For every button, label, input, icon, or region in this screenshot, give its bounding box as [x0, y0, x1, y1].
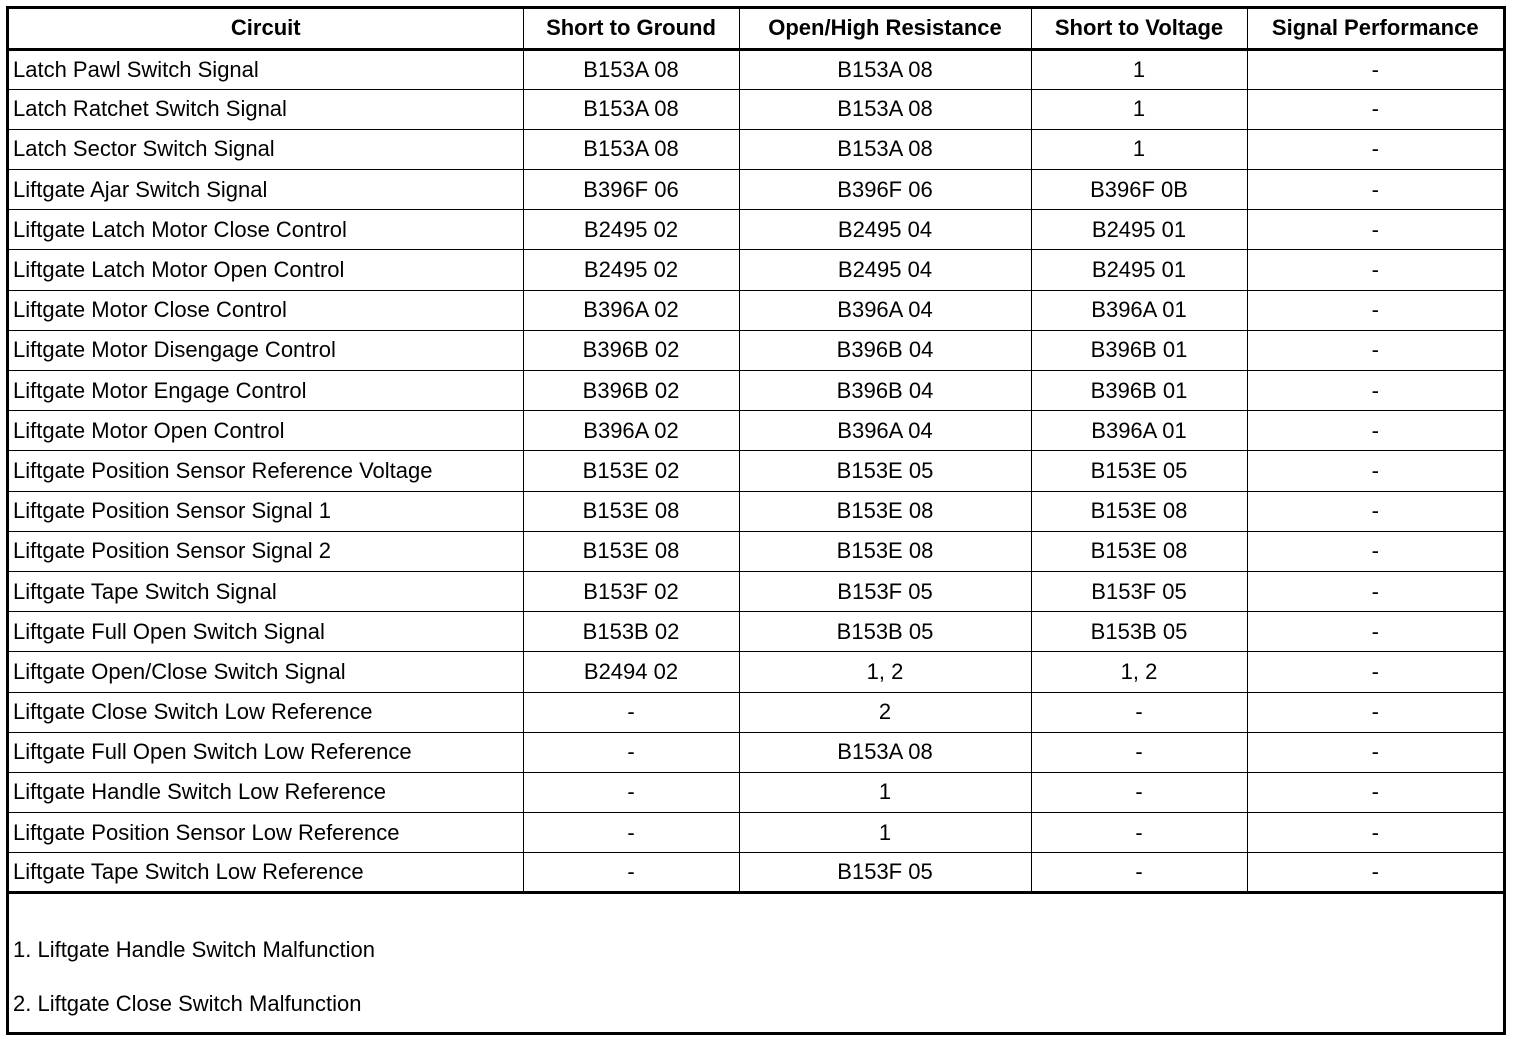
cell-circuit: Latch Ratchet Switch Signal — [9, 89, 523, 129]
table-row — [9, 210, 1503, 250]
cell-open-high-resistance: B153B 05 — [739, 612, 1031, 652]
table-row — [9, 612, 1503, 652]
cell-short-to-ground: B396A 02 — [523, 290, 739, 330]
cell-short-to-voltage: - — [1031, 692, 1247, 732]
cell-short-to-voltage: B2495 01 — [1031, 250, 1247, 290]
cell-circuit: Liftgate Position Sensor Signal 2 — [9, 531, 523, 571]
cell-signal-performance: - — [1247, 853, 1503, 893]
cell-short-to-ground: B153A 08 — [523, 89, 739, 129]
cell-signal-performance: - — [1247, 129, 1503, 169]
cell-open-high-resistance: 1, 2 — [739, 652, 1031, 692]
cell-circuit: Liftgate Handle Switch Low Reference — [9, 772, 523, 812]
cell-circuit: Liftgate Latch Motor Open Control — [9, 250, 523, 290]
cell-signal-performance: - — [1247, 652, 1503, 692]
cell-short-to-ground: B396A 02 — [523, 411, 739, 451]
column-header-open-high-resistance: Open/High Resistance — [739, 9, 1031, 49]
dtc-table — [9, 9, 1503, 894]
cell-short-to-ground: B153E 08 — [523, 531, 739, 571]
table-row — [9, 129, 1503, 169]
cell-short-to-ground: B153A 08 — [523, 49, 739, 89]
table-body — [9, 49, 1503, 893]
table-row — [9, 491, 1503, 531]
cell-signal-performance: - — [1247, 210, 1503, 250]
cell-circuit: Liftgate Motor Engage Control — [9, 371, 523, 411]
table-row — [9, 853, 1503, 893]
cell-open-high-resistance: B153A 08 — [739, 49, 1031, 89]
cell-short-to-voltage: B153B 05 — [1031, 612, 1247, 652]
cell-open-high-resistance: B2495 04 — [739, 210, 1031, 250]
cell-signal-performance: - — [1247, 411, 1503, 451]
cell-short-to-voltage: 1, 2 — [1031, 652, 1247, 692]
table-row — [9, 813, 1503, 853]
cell-short-to-ground: - — [523, 813, 739, 853]
cell-short-to-voltage: 1 — [1031, 89, 1247, 129]
cell-open-high-resistance: 2 — [739, 692, 1031, 732]
footnotes — [13, 939, 375, 1047]
cell-short-to-voltage: 1 — [1031, 49, 1247, 89]
cell-short-to-ground: B153E 02 — [523, 451, 739, 491]
cell-circuit: Liftgate Ajar Switch Signal — [9, 170, 523, 210]
cell-short-to-ground: B153F 02 — [523, 571, 739, 611]
cell-signal-performance: - — [1247, 330, 1503, 370]
cell-short-to-voltage: - — [1031, 772, 1247, 812]
cell-short-to-ground: B153E 08 — [523, 491, 739, 531]
cell-circuit: Liftgate Position Sensor Low Reference — [9, 813, 523, 853]
table-row — [9, 371, 1503, 411]
cell-signal-performance: - — [1247, 612, 1503, 652]
cell-open-high-resistance: B396B 04 — [739, 371, 1031, 411]
cell-short-to-ground: B2495 02 — [523, 210, 739, 250]
dtc-table-frame — [6, 6, 1506, 1035]
table-row — [9, 290, 1503, 330]
cell-short-to-voltage: B396A 01 — [1031, 411, 1247, 451]
cell-open-high-resistance: 1 — [739, 772, 1031, 812]
cell-open-high-resistance: B153E 08 — [739, 531, 1031, 571]
cell-open-high-resistance: B2495 04 — [739, 250, 1031, 290]
cell-open-high-resistance: B396A 04 — [739, 411, 1031, 451]
cell-open-high-resistance: B153A 08 — [739, 732, 1031, 772]
cell-short-to-ground: B396F 06 — [523, 170, 739, 210]
cell-circuit: Liftgate Full Open Switch Low Reference — [9, 732, 523, 772]
cell-signal-performance: - — [1247, 491, 1503, 531]
cell-short-to-voltage: B153E 08 — [1031, 491, 1247, 531]
cell-circuit: Latch Pawl Switch Signal — [9, 49, 523, 89]
table-row — [9, 250, 1503, 290]
cell-circuit: Liftgate Position Sensor Reference Voltage — [9, 451, 523, 491]
table-row — [9, 49, 1503, 89]
cell-short-to-voltage: - — [1031, 732, 1247, 772]
cell-open-high-resistance: B153A 08 — [739, 89, 1031, 129]
cell-open-high-resistance: B153F 05 — [739, 853, 1031, 893]
cell-short-to-voltage: 1 — [1031, 129, 1247, 169]
cell-circuit: Liftgate Motor Close Control — [9, 290, 523, 330]
cell-circuit: Liftgate Tape Switch Low Reference — [9, 853, 523, 893]
cell-circuit: Liftgate Motor Disengage Control — [9, 330, 523, 370]
cell-short-to-ground: - — [523, 692, 739, 732]
cell-circuit: Liftgate Latch Motor Close Control — [9, 210, 523, 250]
cell-circuit: Liftgate Tape Switch Signal — [9, 571, 523, 611]
cell-signal-performance: - — [1247, 692, 1503, 732]
table-row — [9, 170, 1503, 210]
cell-short-to-voltage: - — [1031, 853, 1247, 893]
table-row — [9, 451, 1503, 491]
cell-short-to-ground: B396B 02 — [523, 330, 739, 370]
cell-short-to-voltage: B396A 01 — [1031, 290, 1247, 330]
table-row — [9, 330, 1503, 370]
cell-signal-performance: - — [1247, 371, 1503, 411]
cell-short-to-voltage: B153E 05 — [1031, 451, 1247, 491]
cell-short-to-ground: - — [523, 772, 739, 812]
column-header-signal-performance: Signal Performance — [1247, 9, 1503, 49]
cell-signal-performance: - — [1247, 451, 1503, 491]
cell-short-to-voltage: B396B 01 — [1031, 371, 1247, 411]
cell-signal-performance: - — [1247, 49, 1503, 89]
column-header-circuit: Circuit — [9, 9, 523, 49]
cell-circuit: Latch Sector Switch Signal — [9, 129, 523, 169]
cell-circuit: Liftgate Full Open Switch Signal — [9, 612, 523, 652]
cell-short-to-voltage: B2495 01 — [1031, 210, 1247, 250]
cell-short-to-ground: B153B 02 — [523, 612, 739, 652]
table-row — [9, 732, 1503, 772]
footnote-2: 2. Liftgate Close Switch Malfunction — [13, 991, 362, 1016]
cell-signal-performance: - — [1247, 531, 1503, 571]
table-row — [9, 692, 1503, 732]
column-header-short-to-ground: Short to Ground — [523, 9, 739, 49]
cell-signal-performance: - — [1247, 772, 1503, 812]
cell-signal-performance: - — [1247, 250, 1503, 290]
table-row — [9, 772, 1503, 812]
cell-short-to-voltage: B153F 05 — [1031, 571, 1247, 611]
cell-open-high-resistance: B396A 04 — [739, 290, 1031, 330]
cell-open-high-resistance: B153E 08 — [739, 491, 1031, 531]
table-header-row — [9, 9, 1503, 49]
cell-open-high-resistance: 1 — [739, 813, 1031, 853]
cell-short-to-ground: - — [523, 853, 739, 893]
table-row — [9, 411, 1503, 451]
cell-open-high-resistance: B153E 05 — [739, 451, 1031, 491]
cell-signal-performance: - — [1247, 571, 1503, 611]
cell-signal-performance: - — [1247, 732, 1503, 772]
table-row — [9, 571, 1503, 611]
cell-open-high-resistance: B396B 04 — [739, 330, 1031, 370]
cell-circuit: Liftgate Motor Open Control — [9, 411, 523, 451]
cell-circuit: Liftgate Close Switch Low Reference — [9, 692, 523, 732]
cell-short-to-ground: B2494 02 — [523, 652, 739, 692]
cell-short-to-voltage: - — [1031, 813, 1247, 853]
cell-circuit: Liftgate Position Sensor Signal 1 — [9, 491, 523, 531]
cell-circuit: Liftgate Open/Close Switch Signal — [9, 652, 523, 692]
footnote-1: 1. Liftgate Handle Switch Malfunction — [13, 937, 375, 962]
table-row — [9, 531, 1503, 571]
cell-short-to-ground: B2495 02 — [523, 250, 739, 290]
column-header-short-to-voltage: Short to Voltage — [1031, 9, 1247, 49]
cell-signal-performance: - — [1247, 813, 1503, 853]
cell-signal-performance: - — [1247, 170, 1503, 210]
cell-short-to-voltage: B396B 01 — [1031, 330, 1247, 370]
cell-short-to-voltage: B153E 08 — [1031, 531, 1247, 571]
table-row — [9, 652, 1503, 692]
cell-open-high-resistance: B153A 08 — [739, 129, 1031, 169]
cell-signal-performance: - — [1247, 89, 1503, 129]
cell-short-to-ground: - — [523, 732, 739, 772]
cell-short-to-ground: B153A 08 — [523, 129, 739, 169]
cell-short-to-ground: B396B 02 — [523, 371, 739, 411]
cell-open-high-resistance: B396F 06 — [739, 170, 1031, 210]
cell-open-high-resistance: B153F 05 — [739, 571, 1031, 611]
table-row — [9, 89, 1503, 129]
cell-signal-performance: - — [1247, 290, 1503, 330]
cell-short-to-voltage: B396F 0B — [1031, 170, 1247, 210]
